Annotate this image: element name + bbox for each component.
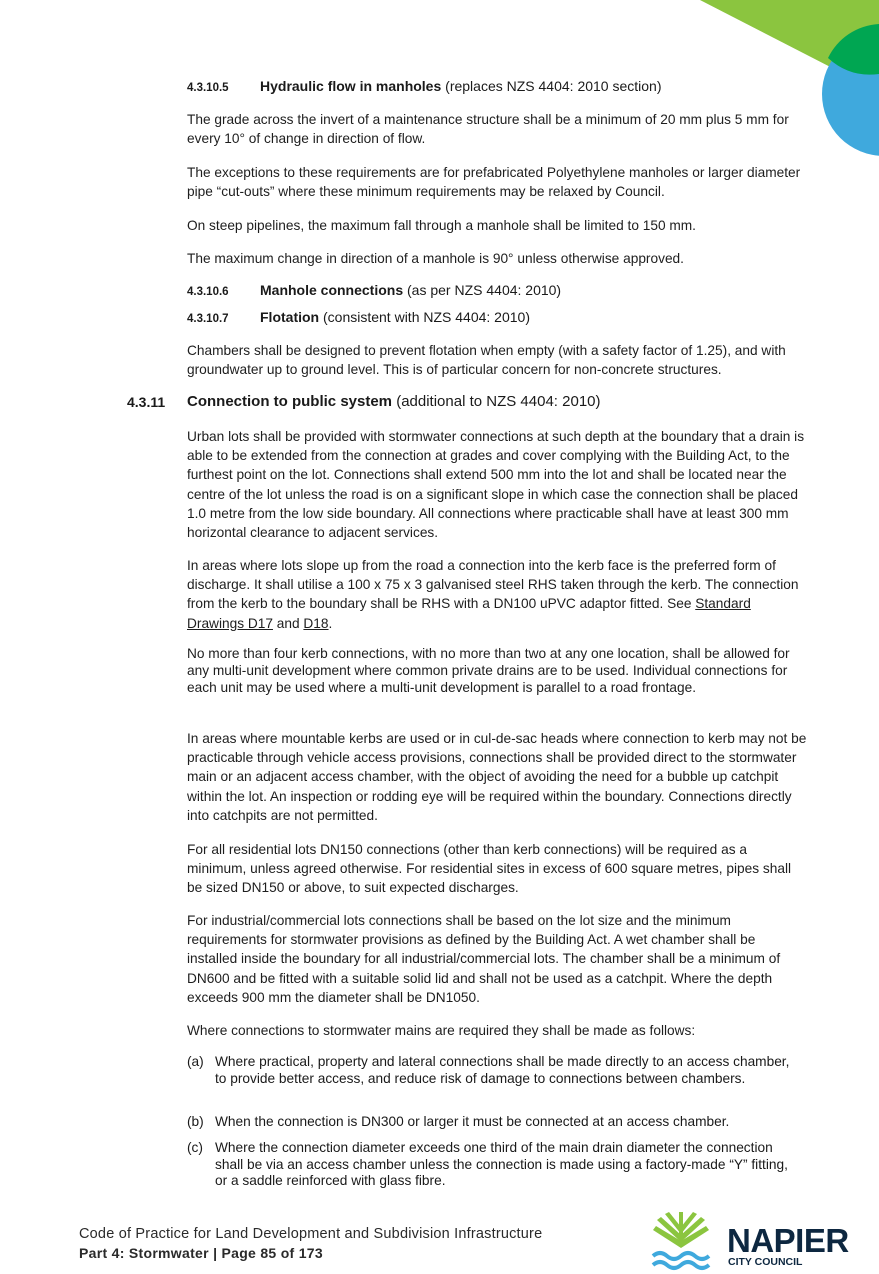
paragraph — [187, 556, 807, 633]
logo-wordmark: NAPIER — [727, 1222, 849, 1259]
subsection-heading-4-3-10-6 — [187, 281, 827, 302]
subsection-heading-4-3-10-5 — [187, 77, 827, 98]
section-heading-4-3-11 — [187, 393, 601, 410]
list-item — [187, 1140, 802, 1190]
paragraph: Urban lots shall be provided with stormwater connections at such depth at the boundary that a drain is able to be extended from the connection at grades and cover complying with the Building Act, to the furthest point on the lot. Connections shall extend 500 mm into the lot and shall be located near the centre of the lot unless the road is on a significant slope in which case the connection shall be placed 1.0 metre from the low side boundary. All connections where practicable shall have at least 300 mm horizontal clearance to adjacent services. — [187, 429, 805, 541]
list-item-text: Where the connection diameter exceeds one third of the main drain diameter the connection shall be via an access chamber unless the connection is made using a factory-made “Y” fitting, or a saddle reinforced with glass fibre. — [215, 1140, 788, 1189]
subsection-title: Manhole connections — [260, 282, 404, 298]
section-note: (additional to NZS 4404: 2010) — [392, 393, 601, 410]
list-item — [187, 1054, 802, 1087]
paragraph: On steep pipelines, the maximum fall through a manhole shall be limited to 150 mm. — [187, 218, 696, 233]
list-item-label: (a) — [187, 1054, 204, 1069]
subsection-note: (consistent with NZS 4404: 2010) — [319, 309, 530, 325]
section-number: 4.3.11 — [127, 394, 166, 410]
subsection-number: 4.3.10.7 — [187, 313, 229, 325]
subsection-title: Flotation — [260, 309, 320, 325]
corner-dark-green-circle — [828, 24, 879, 75]
d18-link[interactable]: D18 — [303, 615, 329, 631]
footer-page-info: Part 4: Stormwater | Page 85 of 173 — [79, 1245, 323, 1261]
napier-wave-emblem-icon — [651, 1208, 711, 1274]
list-item-text: When the connection is DN300 or larger it must be connected at an access chamber. — [215, 1114, 730, 1129]
subsection-heading-4-3-10-7 — [187, 308, 827, 329]
standard-drawings-d17-link[interactable]: Standard Drawings D17 — [187, 596, 751, 631]
paragraph: Where connections to stormwater mains are required they shall be made as follows: — [187, 1023, 696, 1038]
subsection-number: 4.3.10.5 — [187, 82, 229, 94]
list-item — [187, 1114, 802, 1131]
subsection-note: (replaces NZS 4404: 2010 section) — [441, 78, 662, 94]
paragraph: For industrial/commercial lots connections shall be based on the lot size and the minimum requirements for stormwater provisions as defined by the Building Act. A wet chamber shall be installed inside the boundary for all industrial/commercial lots. The chamber shall be a minimum of DN600 and be fitted with a suitable solid lid and shall not be used as a catchpit. Where the depth exceeds 900 mm the diameter shall be DN1050. — [187, 913, 781, 1005]
list-item-label: (b) — [187, 1114, 204, 1129]
subsection-note: (as per NZS 4404: 2010) — [403, 282, 562, 298]
subsection-title: Hydraulic flow in manholes — [260, 78, 442, 94]
paragraph: The grade across the invert of a maintenance structure shall be a minimum of 20 mm plus 5 mm for every 10° of change in direction of flow. — [187, 112, 789, 147]
list-item-text: Where practical, property and lateral connections shall be made directly to an access chamber, to provide better access, and reduce risk of damage to connections between chambers. — [215, 1054, 790, 1086]
logo-subtitle: CITY COUNCIL — [728, 1256, 803, 1268]
subsection-number: 4.3.10.6 — [187, 286, 229, 298]
footer-document-title: Code of Practice for Land Development and Subdivision Infrastructure — [79, 1226, 543, 1242]
paragraph-text: and — [272, 615, 304, 631]
paragraph: For all residential lots DN150 connections (other than kerb connections) will be required as a minimum, unless agreed otherwise. For residential sites in excess of 600 square metres, pipes shall be sized DN150 or above, to suit expected discharges. — [187, 842, 792, 896]
paragraph: The maximum change in direction of a manhole is 90° unless otherwise approved. — [187, 251, 684, 266]
corner-blue-circle — [822, 32, 879, 156]
paragraph: The exceptions to these requirements are for prefabricated Polyethylene manholes or larger diameter pipe “cut-outs” where these minimum requirements may be relaxed by Council. — [187, 165, 801, 200]
paragraph-text: In areas where lots slope up from the road a connection into the kerb face is the preferred form of discharge. It shall utilise a 100 x 75 x 3 galvanised steel RHS taken through the kerb. The connection from the kerb to the boundary shall be RHS with a DN100 uPVC adaptor fitted. See — [187, 558, 799, 612]
list-item-label: (c) — [187, 1140, 203, 1155]
paragraph: Chambers shall be designed to prevent flotation when empty (with a safety factor of 1.25), and with groundwater up to ground level. This is of particular concern for non-concrete structures. — [187, 343, 786, 378]
paragraph: In areas where mountable kerbs are used or in cul-de-sac heads where connection to kerb may not be practicable through vehicle access provisions, connections shall be provided direct to the stormwater main or an adjacent access chamber, with the object of avoiding the need for a bubble up catchpit within the lot. An inspection or rodding eye will be required within the boundary. Connections directly into catchpits are not permitted. — [187, 731, 807, 823]
paragraph: No more than four kerb connections, with no more than two at any one location, shall be allowed for any multi-unit development where common private drains are to be used. Individual connections for each unit may be used where a multi-unit development is parallel to a road frontage. — [187, 646, 790, 695]
section-title: Connection to public system — [187, 393, 393, 410]
paragraph-text: . — [328, 615, 333, 631]
